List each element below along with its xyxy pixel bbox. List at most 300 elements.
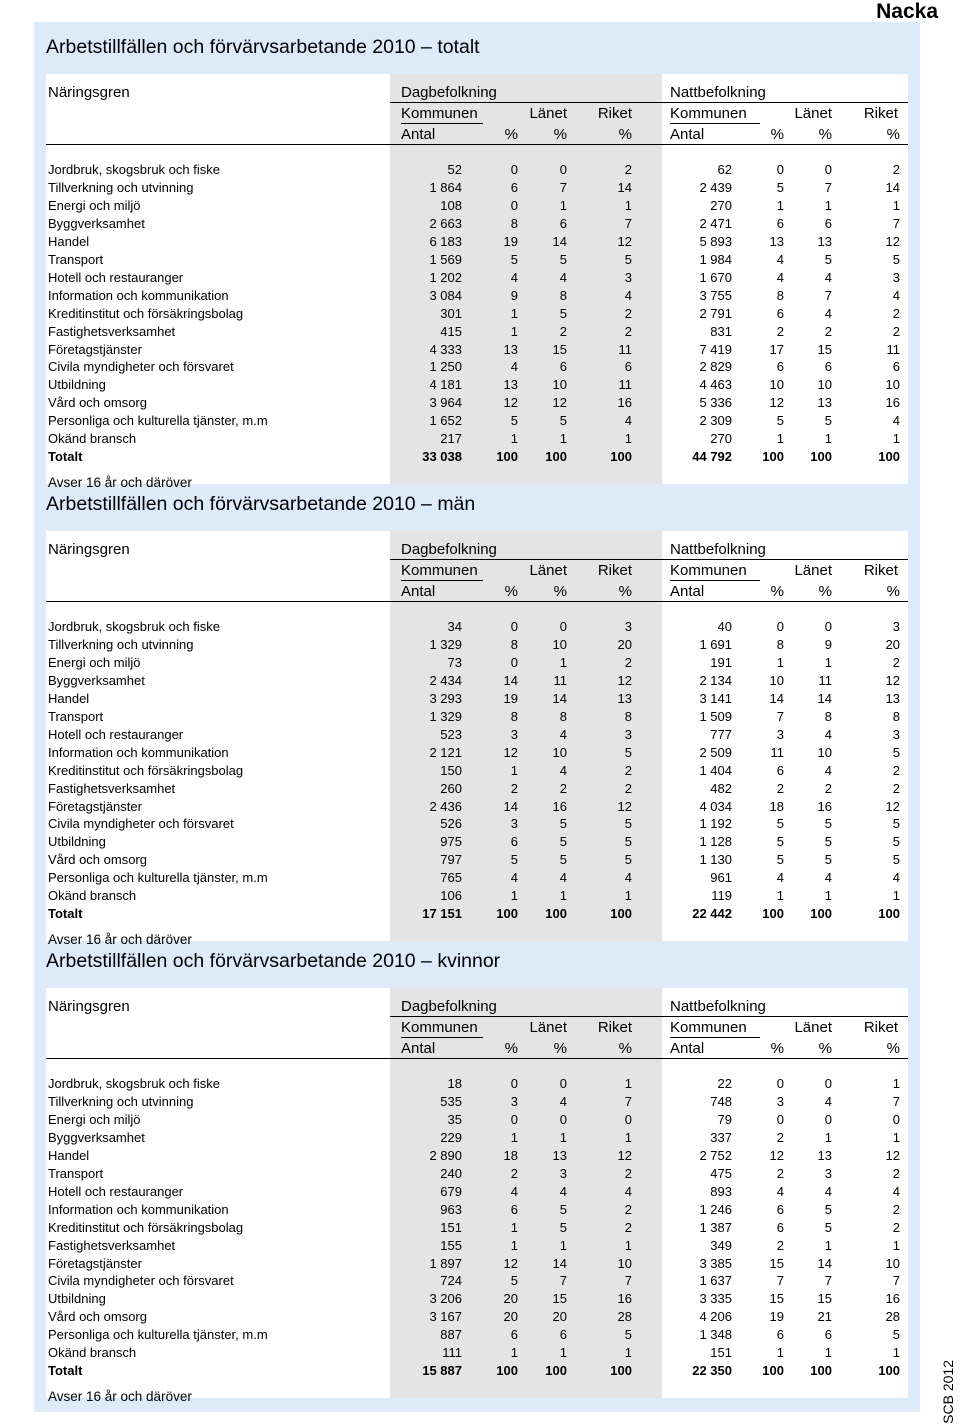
row-label: Kreditinstitut och försäkringsbolag bbox=[48, 1219, 244, 1235]
dag-cell: 963 bbox=[440, 1201, 462, 1217]
natt-cell: 2 bbox=[892, 1201, 900, 1217]
natt-cell: 4 bbox=[892, 870, 900, 886]
dag-cell: 1 202 bbox=[429, 269, 462, 285]
natt-cell: 14 bbox=[817, 690, 832, 706]
table-row bbox=[46, 781, 908, 799]
nattbefolkning-header: Nattbefolkning bbox=[670, 998, 766, 1015]
dag-cell: 1 bbox=[510, 1129, 518, 1145]
table-row bbox=[46, 1309, 908, 1327]
row-label: Information och kommunikation bbox=[48, 744, 229, 760]
dag-cell: 100 bbox=[496, 906, 518, 922]
natt-cell: 11 bbox=[818, 672, 832, 688]
table-row bbox=[46, 413, 908, 431]
natt-cell: 100 bbox=[810, 1363, 832, 1379]
natt-cell: 7 bbox=[892, 215, 900, 231]
natt-cell: 6 bbox=[776, 359, 784, 375]
natt-cell: 100 bbox=[810, 449, 832, 465]
row-label: Jordbruk, skogsbruk och fiske bbox=[48, 619, 220, 634]
dag-cell: 1 bbox=[624, 1076, 632, 1091]
dag-cell: 260 bbox=[440, 780, 462, 796]
natt-cell: 1 bbox=[892, 1129, 900, 1145]
row-label: Civila myndigheter och försvaret bbox=[48, 359, 234, 375]
dag-cell: 2 bbox=[624, 654, 632, 670]
natt-cell: 0 bbox=[824, 1076, 832, 1091]
table-row bbox=[46, 198, 908, 216]
table-row bbox=[46, 852, 908, 870]
natt-cell: 2 bbox=[892, 323, 900, 339]
dag-cell: 2 434 bbox=[429, 672, 462, 688]
dag-cell: 1 864 bbox=[429, 179, 462, 195]
natt-cell: 5 bbox=[892, 744, 900, 760]
natt-cell: 1 130 bbox=[699, 852, 732, 868]
dag-cell: 2 bbox=[559, 780, 567, 796]
natt-cell: 4 bbox=[776, 251, 784, 267]
riket-header: Riket bbox=[863, 562, 898, 579]
dag-cell: 6 bbox=[510, 1201, 518, 1217]
table-row bbox=[46, 673, 908, 691]
natt-cell: 1 bbox=[892, 197, 900, 213]
natt-cell: 1 bbox=[892, 1345, 900, 1361]
dag-cell: 1 bbox=[624, 431, 632, 447]
natt-cell: 5 336 bbox=[699, 395, 732, 411]
dagbefolkning-header: Dagbefolkning bbox=[401, 998, 497, 1015]
dag-cell: 73 bbox=[447, 654, 462, 670]
natt-cell: 1 984 bbox=[699, 251, 732, 267]
kommunen-header: Kommunen bbox=[670, 562, 747, 579]
naringsgren-header: Näringsgren bbox=[48, 84, 130, 101]
municipality-label: Nacka bbox=[876, 0, 938, 23]
row-label: Transport bbox=[48, 251, 104, 267]
natt-cell: 4 463 bbox=[699, 377, 732, 393]
natt-cell: 2 bbox=[824, 780, 832, 796]
table-row bbox=[46, 1291, 908, 1309]
natt-cell: 337 bbox=[710, 1129, 732, 1145]
antal-header: Antal bbox=[401, 583, 436, 600]
table-row bbox=[46, 288, 908, 306]
dag-cell: 1 bbox=[510, 1219, 518, 1235]
natt-cell: 3 335 bbox=[699, 1291, 732, 1307]
pct-header: % bbox=[618, 126, 632, 143]
row-label: Transport bbox=[48, 1165, 104, 1181]
natt-cell: 831 bbox=[710, 323, 732, 339]
dag-cell: 5 bbox=[624, 251, 632, 267]
rule-line bbox=[401, 580, 483, 581]
dag-cell: 2 bbox=[624, 762, 632, 778]
natt-cell: 2 471 bbox=[699, 215, 732, 231]
table-sheet bbox=[46, 74, 908, 491]
dag-cell: 5 bbox=[559, 413, 567, 429]
dag-cell: 16 bbox=[617, 395, 632, 411]
natt-cell: 11 bbox=[770, 744, 784, 760]
table-row bbox=[46, 1166, 908, 1184]
dag-cell: 1 bbox=[624, 197, 632, 213]
dag-cell: 5 bbox=[510, 251, 518, 267]
dag-cell: 8 bbox=[510, 215, 518, 231]
natt-cell: 5 bbox=[776, 816, 784, 832]
dag-cell: 3 bbox=[510, 726, 518, 742]
natt-cell: 5 bbox=[824, 251, 832, 267]
dag-cell: 5 bbox=[624, 834, 632, 850]
dag-cell: 4 bbox=[510, 269, 518, 285]
dag-cell: 2 121 bbox=[429, 744, 462, 760]
dag-cell: 0 bbox=[510, 162, 518, 177]
natt-cell: 2 bbox=[824, 323, 832, 339]
natt-cell: 893 bbox=[710, 1183, 732, 1199]
row-label: Byggverksamhet bbox=[48, 1129, 145, 1145]
natt-cell: 0 bbox=[824, 162, 832, 177]
natt-cell: 11 bbox=[886, 341, 900, 357]
natt-cell: 4 034 bbox=[699, 798, 732, 814]
dag-cell: 16 bbox=[552, 798, 567, 814]
natt-cell: 100 bbox=[762, 449, 784, 465]
pct-header: % bbox=[553, 1040, 567, 1057]
lanet-header: Länet bbox=[529, 1019, 567, 1036]
dag-cell: 3 167 bbox=[429, 1309, 462, 1325]
natt-cell: 5 bbox=[776, 852, 784, 868]
dag-cell: 1 897 bbox=[429, 1255, 462, 1271]
dag-cell: 0 bbox=[559, 162, 567, 177]
dag-cell: 4 bbox=[510, 359, 518, 375]
row-label: Handel bbox=[48, 690, 90, 706]
natt-cell: 18 bbox=[769, 798, 784, 814]
dag-cell: 1 569 bbox=[429, 251, 462, 267]
dag-cell: 100 bbox=[610, 449, 632, 465]
dag-cell: 7 bbox=[624, 215, 632, 231]
table-row bbox=[46, 691, 908, 709]
kommunen-header: Kommunen bbox=[401, 562, 478, 579]
natt-cell: 4 bbox=[824, 269, 832, 285]
dag-cell: 15 bbox=[552, 341, 567, 357]
natt-cell: 100 bbox=[878, 1363, 900, 1379]
natt-cell: 22 442 bbox=[692, 906, 732, 922]
antal-header: Antal bbox=[401, 126, 436, 143]
natt-cell: 5 bbox=[892, 251, 900, 267]
dag-cell: 2 890 bbox=[429, 1147, 462, 1163]
dag-cell: 13 bbox=[617, 690, 632, 706]
natt-cell: 1 691 bbox=[699, 636, 732, 652]
dag-cell: 13 bbox=[552, 1147, 567, 1163]
naringsgren-header: Näringsgren bbox=[48, 998, 130, 1015]
natt-cell: 1 bbox=[824, 888, 832, 904]
dag-cell: 100 bbox=[496, 449, 518, 465]
dag-cell: 12 bbox=[552, 395, 567, 411]
natt-cell: 5 bbox=[892, 834, 900, 850]
row-label: Transport bbox=[48, 708, 104, 724]
natt-cell: 2 bbox=[892, 305, 900, 321]
table-section bbox=[34, 36, 920, 491]
natt-cell: 1 bbox=[824, 1237, 832, 1253]
dag-cell: 20 bbox=[503, 1291, 518, 1307]
natt-cell: 0 bbox=[824, 1111, 832, 1127]
dagbefolkning-header: Dagbefolkning bbox=[401, 84, 497, 101]
dag-cell: 2 bbox=[624, 780, 632, 796]
dag-cell: 4 bbox=[624, 413, 632, 429]
dag-cell: 4 bbox=[559, 1093, 567, 1109]
dag-cell: 0 bbox=[559, 1111, 567, 1127]
dag-cell: 20 bbox=[552, 1309, 567, 1325]
dag-cell: 1 bbox=[510, 1345, 518, 1361]
natt-cell: 79 bbox=[717, 1111, 732, 1127]
dag-cell: 4 bbox=[510, 1183, 518, 1199]
dag-cell: 52 bbox=[447, 162, 462, 177]
row-label: Personliga och kulturella tjänster, m.m bbox=[48, 870, 268, 886]
natt-cell: 270 bbox=[710, 431, 732, 447]
natt-cell: 2 bbox=[776, 1237, 784, 1253]
natt-cell: 2 bbox=[892, 1219, 900, 1235]
dag-cell: 1 bbox=[510, 431, 518, 447]
dag-cell: 19 bbox=[503, 690, 518, 706]
row-label: Byggverksamhet bbox=[48, 215, 145, 231]
dag-cell: 28 bbox=[617, 1309, 632, 1325]
dag-cell: 13 bbox=[503, 341, 518, 357]
row-label: Utbildning bbox=[48, 834, 106, 850]
dag-cell: 5 bbox=[624, 816, 632, 832]
natt-cell: 100 bbox=[762, 906, 784, 922]
natt-cell: 100 bbox=[878, 906, 900, 922]
natt-cell: 1 637 bbox=[699, 1273, 732, 1289]
dag-cell: 535 bbox=[440, 1093, 462, 1109]
dag-cell: 10 bbox=[552, 636, 567, 652]
total-row bbox=[46, 906, 908, 924]
dag-cell: 1 bbox=[559, 197, 567, 213]
dag-cell: 12 bbox=[503, 744, 518, 760]
lanet-header: Länet bbox=[794, 562, 832, 579]
table-row bbox=[46, 709, 908, 727]
dag-cell: 8 bbox=[624, 708, 632, 724]
dag-cell: 5 bbox=[559, 1219, 567, 1235]
natt-cell: 5 bbox=[892, 852, 900, 868]
dag-cell: 4 bbox=[559, 762, 567, 778]
dag-cell: 2 bbox=[624, 162, 632, 177]
rule-line bbox=[390, 1016, 662, 1017]
dag-cell: 34 bbox=[447, 619, 462, 634]
dag-cell: 2 bbox=[510, 1165, 518, 1181]
dag-cell: 679 bbox=[440, 1183, 462, 1199]
row-label: Jordbruk, skogsbruk och fiske bbox=[48, 162, 220, 177]
rule-line bbox=[662, 102, 908, 103]
dag-cell: 1 652 bbox=[429, 413, 462, 429]
natt-cell: 1 bbox=[892, 888, 900, 904]
pct-header: % bbox=[770, 1040, 784, 1057]
natt-cell: 475 bbox=[710, 1165, 732, 1181]
dag-cell: 12 bbox=[617, 798, 632, 814]
rule-line bbox=[401, 123, 483, 124]
dag-cell: 229 bbox=[440, 1129, 462, 1145]
natt-cell: 4 bbox=[824, 726, 832, 742]
dag-cell: 526 bbox=[440, 816, 462, 832]
dag-cell: 1 bbox=[510, 888, 518, 904]
row-label: Utbildning bbox=[48, 377, 106, 393]
dag-cell: 17 151 bbox=[422, 906, 462, 922]
dag-cell: 217 bbox=[440, 431, 462, 447]
natt-cell: 12 bbox=[769, 1147, 784, 1163]
natt-cell: 13 bbox=[817, 233, 832, 249]
dag-cell: 1 bbox=[624, 1129, 632, 1145]
natt-cell: 4 bbox=[824, 1183, 832, 1199]
natt-cell: 0 bbox=[776, 1076, 784, 1091]
natt-cell: 5 bbox=[824, 816, 832, 832]
dag-cell: 100 bbox=[610, 1363, 632, 1379]
natt-cell: 1 509 bbox=[699, 708, 732, 724]
rule-line bbox=[390, 559, 662, 560]
rule-line bbox=[46, 601, 908, 602]
natt-cell: 9 bbox=[824, 636, 832, 652]
dag-cell: 2 bbox=[624, 1165, 632, 1181]
dag-cell: 5 bbox=[559, 816, 567, 832]
row-label: Information och kommunikation bbox=[48, 1201, 229, 1217]
row-label: Tillverkning och utvinning bbox=[48, 1093, 194, 1109]
dag-cell: 9 bbox=[510, 287, 518, 303]
total-row bbox=[46, 449, 908, 467]
dag-cell: 6 bbox=[510, 1327, 518, 1343]
natt-cell: 4 bbox=[824, 305, 832, 321]
dag-cell: 765 bbox=[440, 870, 462, 886]
table-row bbox=[46, 745, 908, 763]
dag-cell: 18 bbox=[447, 1076, 462, 1091]
natt-cell: 4 bbox=[892, 1183, 900, 1199]
dag-cell: 5 bbox=[559, 251, 567, 267]
row-label: Företagstjänster bbox=[48, 798, 142, 814]
natt-cell: 0 bbox=[824, 619, 832, 634]
natt-cell: 119 bbox=[711, 888, 732, 904]
natt-cell: 1 bbox=[824, 431, 832, 447]
dag-cell: 6 bbox=[510, 179, 518, 195]
dag-cell: 111 bbox=[442, 1345, 462, 1361]
natt-cell: 270 bbox=[710, 197, 732, 213]
row-label: Okänd bransch bbox=[48, 888, 137, 904]
natt-cell: 3 bbox=[892, 619, 900, 634]
row-label: Civila myndigheter och försvaret bbox=[48, 816, 234, 832]
dag-cell: 8 bbox=[559, 287, 567, 303]
dag-cell: 0 bbox=[510, 1076, 518, 1091]
natt-cell: 6 bbox=[776, 1327, 784, 1343]
dag-cell: 5 bbox=[510, 413, 518, 429]
dag-cell: 13 bbox=[503, 377, 518, 393]
dag-cell: 8 bbox=[559, 708, 567, 724]
natt-cell: 2 134 bbox=[699, 672, 732, 688]
dag-cell: 0 bbox=[510, 197, 518, 213]
natt-cell: 16 bbox=[885, 1291, 900, 1307]
natt-cell: 15 bbox=[817, 341, 832, 357]
rule-line bbox=[662, 559, 908, 560]
row-label: Energi och miljö bbox=[48, 654, 141, 670]
natt-cell: 12 bbox=[769, 395, 784, 411]
dag-cell: 1 bbox=[510, 305, 518, 321]
natt-cell: 1 348 bbox=[699, 1327, 732, 1343]
natt-cell: 4 bbox=[824, 1093, 832, 1109]
dag-cell: 151 bbox=[440, 1219, 462, 1235]
dag-cell: 1 bbox=[559, 1345, 567, 1361]
natt-cell: 1 bbox=[824, 1345, 832, 1361]
table-row bbox=[46, 1112, 908, 1130]
natt-cell: 16 bbox=[885, 395, 900, 411]
natt-cell: 1 404 bbox=[699, 762, 732, 778]
dag-cell: 12 bbox=[503, 1255, 518, 1271]
natt-cell: 1 bbox=[776, 654, 784, 670]
dag-cell: 5 bbox=[624, 744, 632, 760]
natt-cell: 748 bbox=[710, 1093, 732, 1109]
natt-cell: 12 bbox=[885, 798, 900, 814]
dag-cell: 14 bbox=[552, 690, 567, 706]
natt-cell: 2 bbox=[892, 762, 900, 778]
natt-cell: 40 bbox=[717, 619, 732, 634]
natt-cell: 5 bbox=[824, 834, 832, 850]
dag-cell: 100 bbox=[496, 1363, 518, 1379]
row-label: Civila myndigheter och försvaret bbox=[48, 1273, 234, 1289]
rule-line bbox=[670, 123, 760, 124]
dag-cell: 1 bbox=[559, 1129, 567, 1145]
table-row bbox=[46, 1220, 908, 1238]
row-label: Fastighetsverksamhet bbox=[48, 780, 176, 796]
natt-cell: 6 bbox=[776, 1219, 784, 1235]
natt-cell: 1 bbox=[824, 1129, 832, 1145]
nattbefolkning-header: Nattbefolkning bbox=[670, 541, 766, 558]
dag-cell: 5 bbox=[510, 852, 518, 868]
dag-cell: 20 bbox=[617, 636, 632, 652]
nattbefolkning-header: Nattbefolkning bbox=[670, 84, 766, 101]
natt-cell: 1 bbox=[892, 1076, 900, 1091]
dag-cell: 108 bbox=[440, 197, 462, 213]
kommunen-header: Kommunen bbox=[401, 1019, 478, 1036]
rule-line bbox=[401, 1037, 483, 1038]
dag-cell: 4 bbox=[559, 726, 567, 742]
dag-cell: 14 bbox=[617, 179, 632, 195]
dag-cell: 18 bbox=[503, 1147, 518, 1163]
dag-cell: 4 bbox=[559, 1183, 567, 1199]
row-label: Handel bbox=[48, 1147, 90, 1163]
dag-cell: 4 181 bbox=[429, 377, 462, 393]
table-row bbox=[46, 252, 908, 270]
natt-cell: 2 bbox=[776, 1129, 784, 1145]
natt-cell: 2 752 bbox=[699, 1147, 732, 1163]
antal-header: Antal bbox=[670, 126, 705, 143]
natt-cell: 2 bbox=[892, 162, 900, 177]
dag-cell: 3 bbox=[624, 619, 632, 634]
natt-cell: 1 387 bbox=[699, 1219, 732, 1235]
table-row bbox=[46, 1148, 908, 1166]
natt-cell: 7 bbox=[776, 708, 784, 724]
row-label: Fastighetsverksamhet bbox=[48, 1237, 176, 1253]
lanet-header: Länet bbox=[794, 1019, 832, 1036]
natt-cell: 191 bbox=[710, 654, 732, 670]
pct-header: % bbox=[504, 1040, 518, 1057]
natt-cell: 15 bbox=[769, 1255, 784, 1271]
pct-header: % bbox=[770, 583, 784, 600]
table-row bbox=[46, 395, 908, 413]
row-label: Vård och omsorg bbox=[48, 395, 147, 411]
natt-cell: 15 bbox=[769, 1291, 784, 1307]
rule-line bbox=[46, 1058, 908, 1059]
row-label: Hotell och restauranger bbox=[48, 269, 184, 285]
dag-cell: 14 bbox=[503, 798, 518, 814]
row-label: Energi och miljö bbox=[48, 197, 141, 213]
lanet-header: Länet bbox=[529, 105, 567, 122]
table-row bbox=[46, 377, 908, 395]
natt-cell: 44 792 bbox=[692, 449, 732, 465]
dag-cell: 10 bbox=[552, 377, 567, 393]
natt-cell: 0 bbox=[776, 1111, 784, 1127]
table-row bbox=[46, 727, 908, 745]
dag-cell: 14 bbox=[503, 672, 518, 688]
table-row bbox=[46, 324, 908, 342]
dag-cell: 8 bbox=[510, 636, 518, 652]
dag-cell: 4 bbox=[624, 870, 632, 886]
natt-cell: 22 350 bbox=[692, 1363, 732, 1379]
dag-cell: 33 038 bbox=[422, 449, 462, 465]
natt-cell: 6 bbox=[776, 1201, 784, 1217]
dag-cell: 11 bbox=[618, 377, 632, 393]
dag-cell: 11 bbox=[618, 341, 632, 357]
